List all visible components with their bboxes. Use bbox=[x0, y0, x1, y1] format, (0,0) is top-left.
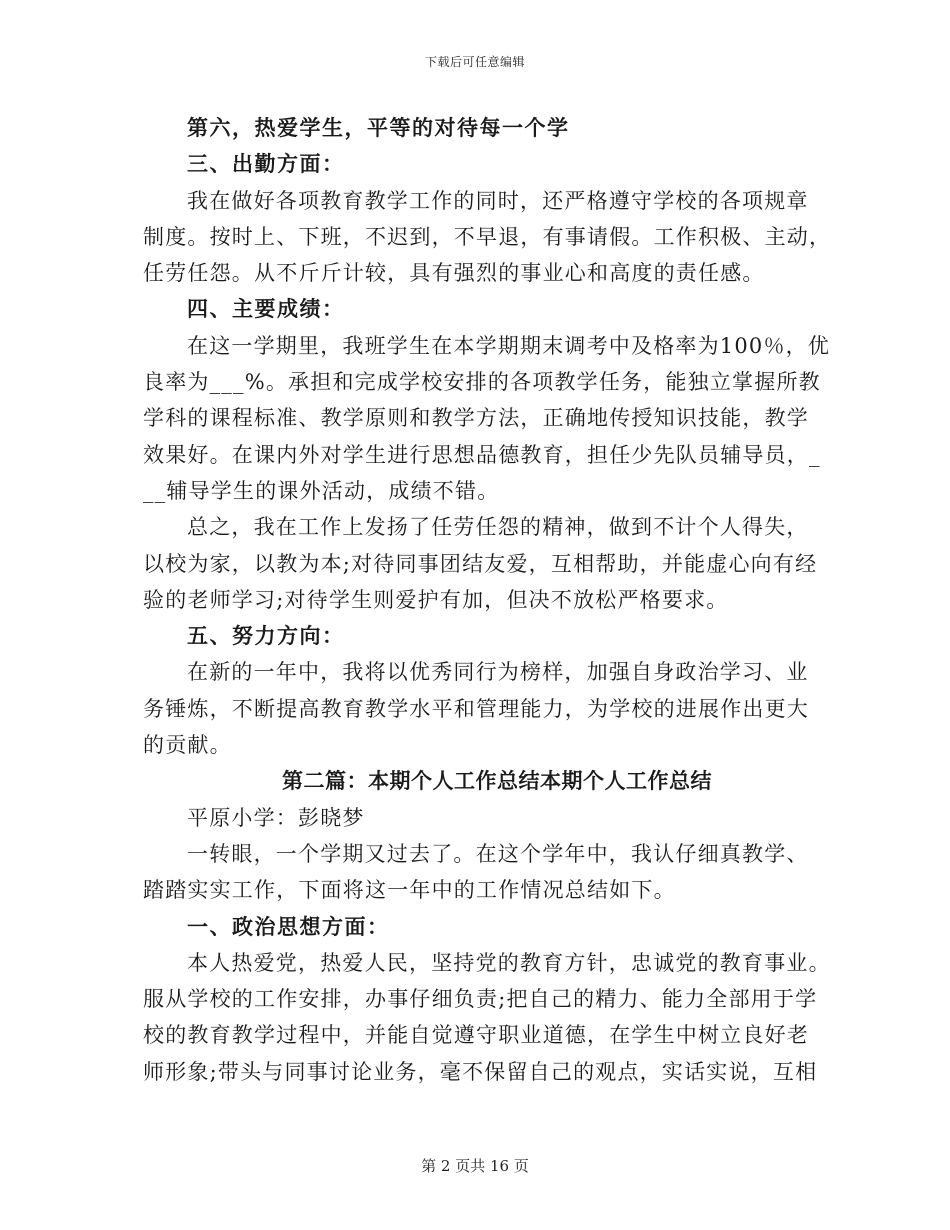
paragraph-line: 学科的课程标准、教学原则和教学方法，正确地传授知识技能，教学 bbox=[143, 406, 809, 431]
paragraph-line: 服从学校的工作安排，办事仔细负责;把自己的精力、能力全部用于学 bbox=[143, 987, 818, 1012]
paragraph-line: 踏踏实实工作，下面将这一年中的工作情况总结如下。 bbox=[143, 878, 676, 903]
paragraph-line: __辅导学生的课外活动，成绩不错。 bbox=[143, 478, 500, 503]
paragraph-line: 师形象;带头与同事讨论业务，毫不保留自己的观点，实话实说，互相 bbox=[143, 1059, 818, 1084]
section-heading-politics: 一、政治思想方面： bbox=[187, 913, 390, 939]
paragraph-line: 务锤炼，不断提高教育教学水平和管理能力，为学校的进展作出更大 bbox=[143, 696, 809, 721]
paragraph-line: 我在做好各项教育教学工作的同时，还严格遵守学校的各项规章 bbox=[187, 188, 809, 213]
paragraph-line: 总之，我在工作上发扬了任劳任怨的精神，做到不计个人得失， bbox=[187, 515, 809, 540]
section-heading-attendance: 三、出勤方面： bbox=[187, 151, 345, 177]
paragraph-line: 一转眼，一个学期又过去了。在这个学年中，我认仔细真教学、 bbox=[187, 841, 809, 866]
page-footer: 第 2 页共 16 页 bbox=[421, 1157, 529, 1175]
paragraph-line: 效果好。在课内外对学生进行思想品德教育，担任少先队员辅导员，_ bbox=[143, 442, 821, 467]
paragraph-line: 在这一学期里，我班学生在本学期期末调考中及格率为100％，优 bbox=[187, 333, 831, 358]
section-heading-achievements: 四、主要成绩： bbox=[187, 296, 345, 322]
page-header: 下载后可任意编辑 bbox=[424, 55, 525, 69]
paragraph-line: 的贡献。 bbox=[143, 733, 232, 758]
paragraph-line: 校的教育教学过程中，并能自觉遵守职业道德，在学生中树立良好老 bbox=[143, 1023, 809, 1048]
paragraph-line: 在新的一年中，我将以优秀同行为榜样，加强自身政治学习、业 bbox=[187, 660, 809, 685]
paragraph-heading: 第六，热爱学生，平等的对待每一个学 bbox=[187, 115, 570, 140]
section-heading-direction: 五、努力方向： bbox=[187, 623, 345, 649]
document-body bbox=[143, 110, 832, 1090]
paragraph-line: 良率为___%。承担和完成学校安排的各项教学任务，能独立掌握所教 bbox=[143, 370, 821, 395]
paragraph-line: 以校为家，以教为本;对待同事团结友爱，互相帮助，并能虚心向有经 bbox=[143, 551, 818, 576]
author-line: 平原小学：彭晓梦 bbox=[187, 805, 365, 830]
paragraph-line: 验的老师学习;对待学生则爱护有加，但决不放松严格要求。 bbox=[143, 587, 729, 612]
paragraph-line: 制度。按时上、下班，不迟到，不早退，有事请假。工作积极、主动， bbox=[143, 224, 832, 249]
paragraph-line: 任劳任怨。从不斤斤计较，具有强烈的事业心和高度的责任感。 bbox=[143, 261, 765, 286]
paragraph-line: 本人热爱党，热爱人民，坚持党的教育方针，忠诚党的教育事业。 bbox=[187, 950, 831, 975]
article-title: 第二篇：本期个人工作总结本期个人工作总结 bbox=[282, 768, 712, 794]
